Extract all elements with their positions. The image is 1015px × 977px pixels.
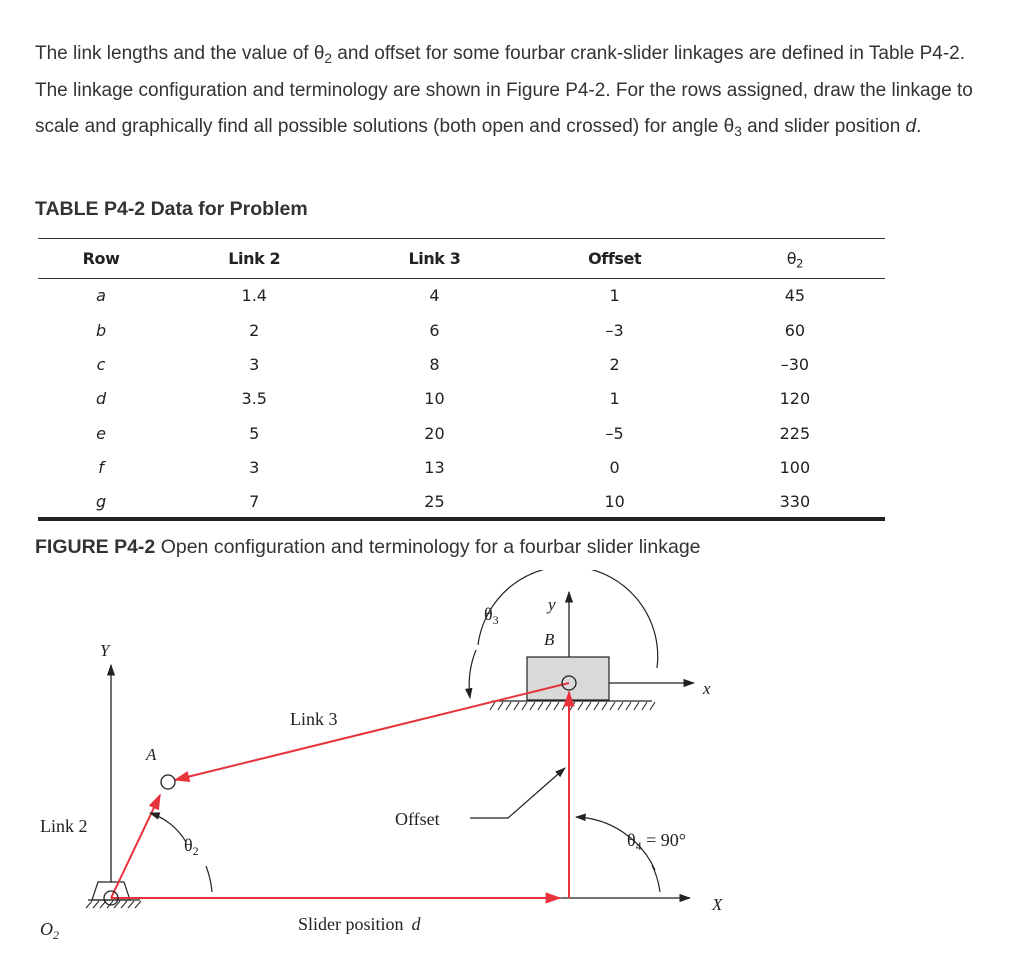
table-cell: 3.5 xyxy=(241,389,267,409)
label-link2: Link 2 xyxy=(40,816,88,836)
table-cell: 5 xyxy=(249,423,260,443)
table-row xyxy=(38,382,885,416)
row-label: g xyxy=(38,485,164,519)
slider-linkage-figure xyxy=(0,570,1015,970)
header-link2: Link 2 xyxy=(164,239,344,279)
figure-caption xyxy=(35,536,701,559)
table-title: TABLE P4-2 Data for Problem xyxy=(35,198,308,220)
table-cell: 45 xyxy=(784,286,806,306)
table-cell: 60 xyxy=(784,320,806,340)
table-cell: 20 xyxy=(424,423,445,443)
intro-text-4: . xyxy=(916,116,922,137)
intro-sub-2: 3 xyxy=(734,124,742,140)
slider-ground xyxy=(490,701,655,710)
table-row xyxy=(38,450,885,484)
link2-vector xyxy=(111,795,160,898)
table-cell: 330 xyxy=(705,485,885,519)
figure-caption-text: Open configuration and terminology for a fourbar slider linkage xyxy=(155,536,701,558)
label-Y: Y xyxy=(100,641,110,660)
row-label: d xyxy=(95,389,107,409)
label-A: A xyxy=(146,745,157,764)
theta2-arc xyxy=(150,813,186,842)
row-label: b xyxy=(95,320,107,340)
table-cell: 10 xyxy=(525,485,705,519)
label-x: x xyxy=(703,679,711,698)
label-link3: Link 3 xyxy=(290,709,338,729)
intro-var-d: d xyxy=(905,116,917,137)
header-link3: Link 3 xyxy=(344,239,524,279)
header-offset: Offset xyxy=(525,239,705,279)
table-row xyxy=(38,485,885,519)
label-y: y xyxy=(548,595,556,614)
table-cell: –30 xyxy=(780,354,810,374)
table-cell: 1 xyxy=(609,389,620,409)
data-table xyxy=(38,238,885,521)
table-cell: –5 xyxy=(605,423,624,443)
header-theta-sub: 2 xyxy=(796,256,804,271)
theta2-arc-base xyxy=(206,866,212,892)
table-cell: 13 xyxy=(424,458,445,478)
label-B: B xyxy=(544,630,555,649)
table-cell: 25 xyxy=(344,485,524,519)
header-row: Row xyxy=(38,239,164,279)
label-slider-position: Slider position d xyxy=(298,914,421,934)
theta3-arc-right xyxy=(478,570,658,668)
label-theta4: $\theta_4 = 90^\circ$ xyxy=(627,830,686,853)
row-label: f xyxy=(98,458,104,478)
table-row xyxy=(38,347,885,381)
table-row xyxy=(38,279,885,313)
table-cell: 2 xyxy=(249,320,260,340)
table-cell: 3 xyxy=(249,354,260,374)
table-cell: 8 xyxy=(429,354,440,374)
problem-statement xyxy=(35,36,985,146)
theta3-arc-left xyxy=(469,650,476,698)
row-label: a xyxy=(96,286,106,306)
table-header-row xyxy=(38,239,885,279)
table-cell: 120 xyxy=(779,389,811,409)
table-body xyxy=(38,279,885,520)
label-X: X xyxy=(712,895,723,914)
label-offset: Offset xyxy=(395,809,440,829)
row-label: c xyxy=(96,354,106,374)
intro-text-3: and slider position xyxy=(741,116,906,137)
table-row xyxy=(38,416,885,450)
table-cell: –3 xyxy=(605,320,624,340)
table-cell: 10 xyxy=(424,389,445,409)
offset-leader xyxy=(470,768,565,818)
row-label: e xyxy=(96,423,106,443)
table-cell: 100 xyxy=(779,458,811,478)
table-cell: 2 xyxy=(609,354,620,374)
label-theta2: $\theta_2$ xyxy=(184,835,199,858)
table-cell: 7 xyxy=(164,485,344,519)
intro-text-1: The link lengths and the value of θ xyxy=(35,43,325,64)
table-cell: 6 xyxy=(429,320,440,340)
table-cell: 1.4 xyxy=(241,286,267,306)
figure-caption-label: FIGURE P4-2 xyxy=(35,536,156,558)
intro-sub-1: 2 xyxy=(324,51,333,67)
intro-text-2: and offset for some fourbar crank-slider linkages are defined in Table P4-2. The linkage configuration and terminology are shown in Figure P4-2. For the rows assigned, draw the linkage to scale and graphically find all possible solutions (both open and crossed) for angle θ xyxy=(35,43,973,137)
label-O2: $O_2$ xyxy=(40,919,59,942)
table-cell: 1 xyxy=(609,286,620,306)
table-cell: 4 xyxy=(429,286,440,306)
label-theta3: $\theta_3$ xyxy=(484,604,499,627)
pin-A xyxy=(161,775,175,789)
link3-vector xyxy=(175,683,569,780)
table-cell: 225 xyxy=(779,423,811,443)
table-row xyxy=(38,313,885,347)
theta4-arc-base xyxy=(652,865,660,892)
table-cell: 0 xyxy=(609,458,620,478)
header-theta2 xyxy=(705,239,885,279)
header-theta-symbol: θ xyxy=(786,249,797,268)
table-cell: 3 xyxy=(249,458,260,478)
